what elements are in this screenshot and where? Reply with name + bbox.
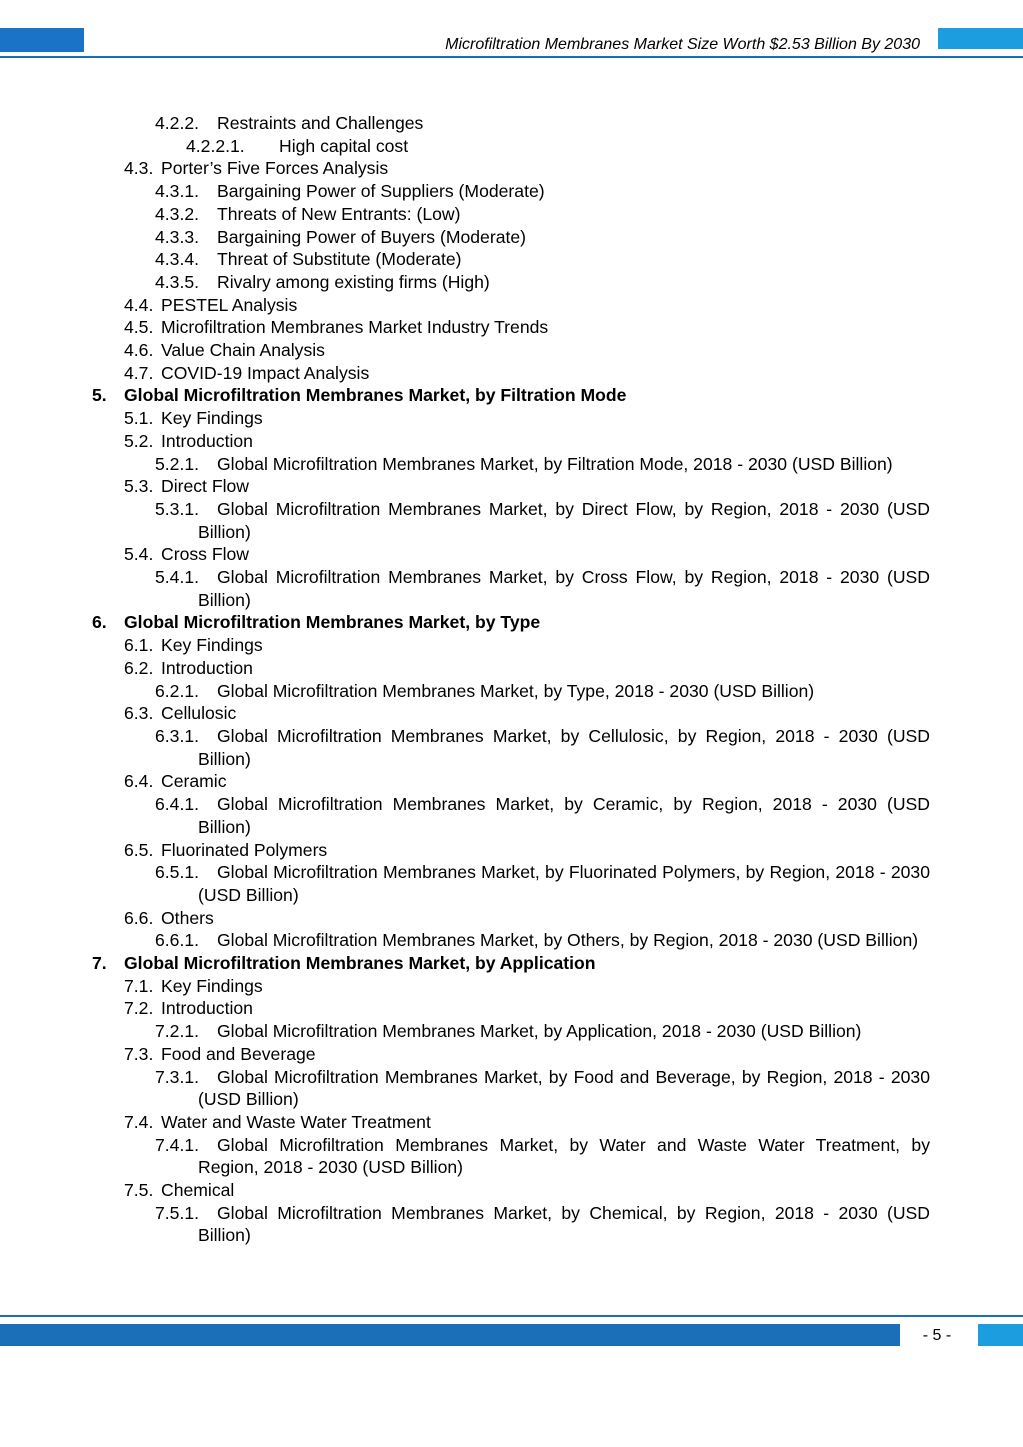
toc-entry-title: Key Findings bbox=[161, 408, 263, 429]
toc-entry-title: Global Microfiltration Membranes Market, by Direct Flow, by Region, 2018 - 2030 (USD Billion) bbox=[198, 498, 930, 542]
toc-entry-title: Global Microfiltration Membranes Market, by Food and Beverage, by Region, 2018 - 2030 (USD Billion) bbox=[198, 1066, 930, 1110]
toc-entry-title: Rivalry among existing firms (High) bbox=[217, 271, 490, 292]
toc-entry bbox=[0, 1066, 1023, 1111]
toc-entry bbox=[0, 271, 1023, 294]
toc-entry bbox=[0, 907, 1023, 930]
toc-entry bbox=[0, 657, 1023, 680]
toc-entry-number: 4.2.2.1. bbox=[186, 135, 245, 156]
toc-entry bbox=[0, 611, 1023, 634]
header-rule bbox=[0, 56, 1023, 58]
toc-entry-number: 6.2. bbox=[124, 657, 154, 678]
toc-entry-number: 6.3.1. bbox=[155, 725, 200, 746]
toc-entry-number: 7.1. bbox=[124, 975, 154, 996]
toc-entry-title: High capital cost bbox=[279, 135, 409, 156]
toc-entry-number: 7.2. bbox=[124, 998, 154, 1019]
toc-entry-number: 6.2.1. bbox=[155, 680, 200, 701]
toc-entry-title: Bargaining Power of Buyers (Moderate) bbox=[217, 226, 527, 247]
toc-entry-title: Global Microfiltration Membranes Market, by Type bbox=[124, 612, 541, 633]
toc-entry-title: Microfiltration Membranes Market Industry Trends bbox=[161, 317, 549, 338]
toc-entry-number: 4.3. bbox=[124, 158, 154, 179]
toc-entry-number: 4.3.4. bbox=[155, 249, 200, 270]
toc-entry-title: Global Microfiltration Membranes Market, by Cellulosic, by Region, 2018 - 2030 (USD Billion) bbox=[198, 725, 930, 769]
toc-entry-number: 7.3.1. bbox=[155, 1066, 200, 1087]
toc-entry-title: PESTEL Analysis bbox=[161, 294, 298, 315]
toc-entry-title: Global Microfiltration Membranes Market, by Water and Waste Water Treatment, by Region, 2018 - 2030 (USD Billion) bbox=[198, 1134, 930, 1178]
toc-entry-title: Threat of Substitute (Moderate) bbox=[217, 249, 462, 270]
toc-entry-title: Global Microfiltration Membranes Market, by Application, 2018 - 2030 (USD Billion) bbox=[217, 1021, 862, 1042]
toc-entry-title: Key Findings bbox=[161, 635, 263, 656]
toc-entry-number: 6.3. bbox=[124, 703, 154, 724]
toc-entry bbox=[0, 997, 1023, 1020]
toc-entry bbox=[0, 294, 1023, 317]
toc-entry-number: 5.2. bbox=[124, 430, 154, 451]
toc-entry-title: Cross Flow bbox=[161, 544, 249, 565]
toc-entry-title: Bargaining Power of Suppliers (Moderate) bbox=[217, 181, 545, 202]
toc-entry bbox=[0, 702, 1023, 725]
toc-entry-title: Global Microfiltration Membranes Market, by Fluorinated Polymers, by Region, 2018 - 2030 (USD Billion) bbox=[198, 862, 930, 905]
toc-entry-number: 7.5.1. bbox=[155, 1202, 200, 1223]
toc-entry-number: 6.4.1. bbox=[155, 794, 200, 815]
toc-entry bbox=[0, 226, 1023, 249]
toc-entry-title: Introduction bbox=[161, 998, 253, 1019]
toc-entry bbox=[0, 1020, 1023, 1043]
footer-accent-bar bbox=[0, 1324, 900, 1346]
toc-entry bbox=[0, 861, 1023, 906]
toc-entry bbox=[0, 634, 1023, 657]
page-number: - 5 - bbox=[922, 1327, 952, 1344]
toc-entry-title: Threats of New Entrants: (Low) bbox=[217, 203, 461, 224]
toc-entry-number: 4.6. bbox=[124, 340, 154, 361]
toc-entry bbox=[0, 362, 1023, 385]
toc-entry-number: 7.5. bbox=[124, 1180, 154, 1201]
toc-entry bbox=[0, 407, 1023, 430]
toc-entry bbox=[0, 339, 1023, 362]
toc-entry-title: Key Findings bbox=[161, 975, 263, 996]
toc-entry-title: Porter’s Five Forces Analysis bbox=[161, 158, 389, 179]
toc-entry-number: 4.3.3. bbox=[155, 226, 200, 247]
toc-entry bbox=[0, 793, 1023, 838]
toc-entry bbox=[0, 566, 1023, 611]
toc-entry bbox=[0, 770, 1023, 793]
toc-entry-number: 5.4. bbox=[124, 544, 154, 565]
toc-entry-number: 7.2.1. bbox=[155, 1021, 200, 1042]
toc-entry-title: Global Microfiltration Membranes Market, by Cross Flow, by Region, 2018 - 2030 (USD Billion) bbox=[198, 567, 930, 610]
footer-rule bbox=[0, 1315, 1023, 1317]
toc-entry-number: 4.4. bbox=[124, 294, 154, 315]
toc-entry-title: Global Microfiltration Membranes Market, by Ceramic, by Region, 2018 - 2030 (USD Billion) bbox=[198, 794, 930, 837]
toc-entry bbox=[0, 975, 1023, 998]
toc-entry bbox=[0, 725, 1023, 770]
toc-entry-title: Ceramic bbox=[161, 771, 227, 792]
toc-entry-number: 4.5. bbox=[124, 317, 154, 338]
toc-entry bbox=[0, 1043, 1023, 1066]
toc-entry-title: Chemical bbox=[161, 1180, 235, 1201]
toc-entry-number: 7.4. bbox=[124, 1111, 154, 1132]
toc-entry-number: 4.2.2. bbox=[155, 113, 200, 133]
toc-entry bbox=[0, 453, 1023, 476]
toc-entry-number: 5.3.1. bbox=[155, 498, 200, 519]
toc-entry-number: 6.1. bbox=[124, 635, 154, 656]
toc-entry-number: 5. bbox=[92, 385, 107, 406]
header-title: Microfiltration Membranes Market Size Worth $2.53 Billion By 2030 bbox=[445, 36, 920, 53]
toc-entry-title: Food and Beverage bbox=[161, 1043, 316, 1064]
toc-entry bbox=[0, 1111, 1023, 1134]
toc-entry-title: Others bbox=[161, 907, 214, 928]
toc-entry-number: 7.3. bbox=[124, 1043, 154, 1064]
toc-entry-number: 4.3.5. bbox=[155, 271, 200, 292]
toc-entry-number: 7. bbox=[92, 953, 107, 974]
toc-entry-number: 6.4. bbox=[124, 771, 154, 792]
toc-entry bbox=[0, 952, 1023, 975]
toc-entry-number: 6.6.1. bbox=[155, 930, 200, 951]
toc-entry-title: Global Microfiltration Membranes Market, by Filtration Mode, 2018 - 2030 (USD Billion) bbox=[217, 453, 893, 474]
toc-entry-title: Global Microfiltration Membranes Market, by Type, 2018 - 2030 (USD Billion) bbox=[217, 680, 815, 701]
toc-entry bbox=[0, 157, 1023, 180]
toc-entry-number: 6. bbox=[92, 612, 107, 633]
toc-entry-number: 6.6. bbox=[124, 907, 154, 928]
header-accent-block-right bbox=[938, 28, 1023, 49]
toc-entry-title: Direct Flow bbox=[161, 476, 249, 497]
toc-entry-title: Water and Waste Water Treatment bbox=[161, 1111, 431, 1132]
toc-entry-title: Global Microfiltration Membranes Market, by Chemical, by Region, 2018 - 2030 (USD Billion) bbox=[198, 1202, 930, 1246]
header-accent-block-left bbox=[0, 28, 84, 52]
toc-entry-number: 6.5. bbox=[124, 839, 154, 860]
toc-entry-title: Restraints and Challenges bbox=[217, 113, 424, 133]
toc-entry bbox=[0, 203, 1023, 226]
toc-entry-number: 5.4.1. bbox=[155, 567, 200, 588]
toc-entry bbox=[0, 1202, 1023, 1247]
toc-entry-title: Cellulosic bbox=[161, 703, 237, 724]
toc-entry bbox=[0, 135, 1023, 158]
toc-entry-title: COVID-19 Impact Analysis bbox=[161, 362, 370, 383]
toc-entry bbox=[0, 498, 1023, 543]
toc-entry bbox=[0, 1179, 1023, 1202]
toc-entry bbox=[0, 316, 1023, 339]
toc-entry bbox=[0, 543, 1023, 566]
toc-entry-number: 5.1. bbox=[124, 408, 154, 429]
toc-entry bbox=[0, 680, 1023, 703]
toc-entry bbox=[0, 180, 1023, 203]
toc-entry bbox=[0, 112, 1023, 135]
toc-entry-number: 4.3.2. bbox=[155, 203, 200, 224]
toc-entry-number: 5.2.1. bbox=[155, 453, 200, 474]
toc-entry bbox=[0, 839, 1023, 862]
toc-entry-title: Global Microfiltration Membranes Market, by Filtration Mode bbox=[124, 385, 627, 406]
toc-entry-title: Introduction bbox=[161, 657, 253, 678]
toc-entry-title: Global Microfiltration Membranes Market, by Application bbox=[124, 953, 596, 974]
table-of-contents bbox=[0, 112, 1023, 1247]
toc-entry bbox=[0, 430, 1023, 453]
toc-entry-title: Fluorinated Polymers bbox=[161, 839, 328, 860]
toc-entry-number: 6.5.1. bbox=[155, 862, 200, 883]
toc-entry-number: 4.7. bbox=[124, 362, 154, 383]
toc-entry-title: Introduction bbox=[161, 430, 253, 451]
toc-entry bbox=[0, 384, 1023, 407]
toc-entry-title: Global Microfiltration Membranes Market, by Others, by Region, 2018 - 2030 (USD Billion) bbox=[217, 930, 919, 951]
toc-entry-number: 5.3. bbox=[124, 476, 154, 497]
toc-entry bbox=[0, 1134, 1023, 1179]
toc-entry bbox=[0, 248, 1023, 271]
toc-entry-title: Value Chain Analysis bbox=[161, 340, 325, 361]
toc-entry bbox=[0, 475, 1023, 498]
toc-entry-number: 7.4.1. bbox=[155, 1134, 200, 1155]
toc-entry bbox=[0, 929, 1023, 952]
footer-accent-block-right bbox=[978, 1324, 1023, 1346]
toc-entry-number: 4.3.1. bbox=[155, 181, 200, 202]
